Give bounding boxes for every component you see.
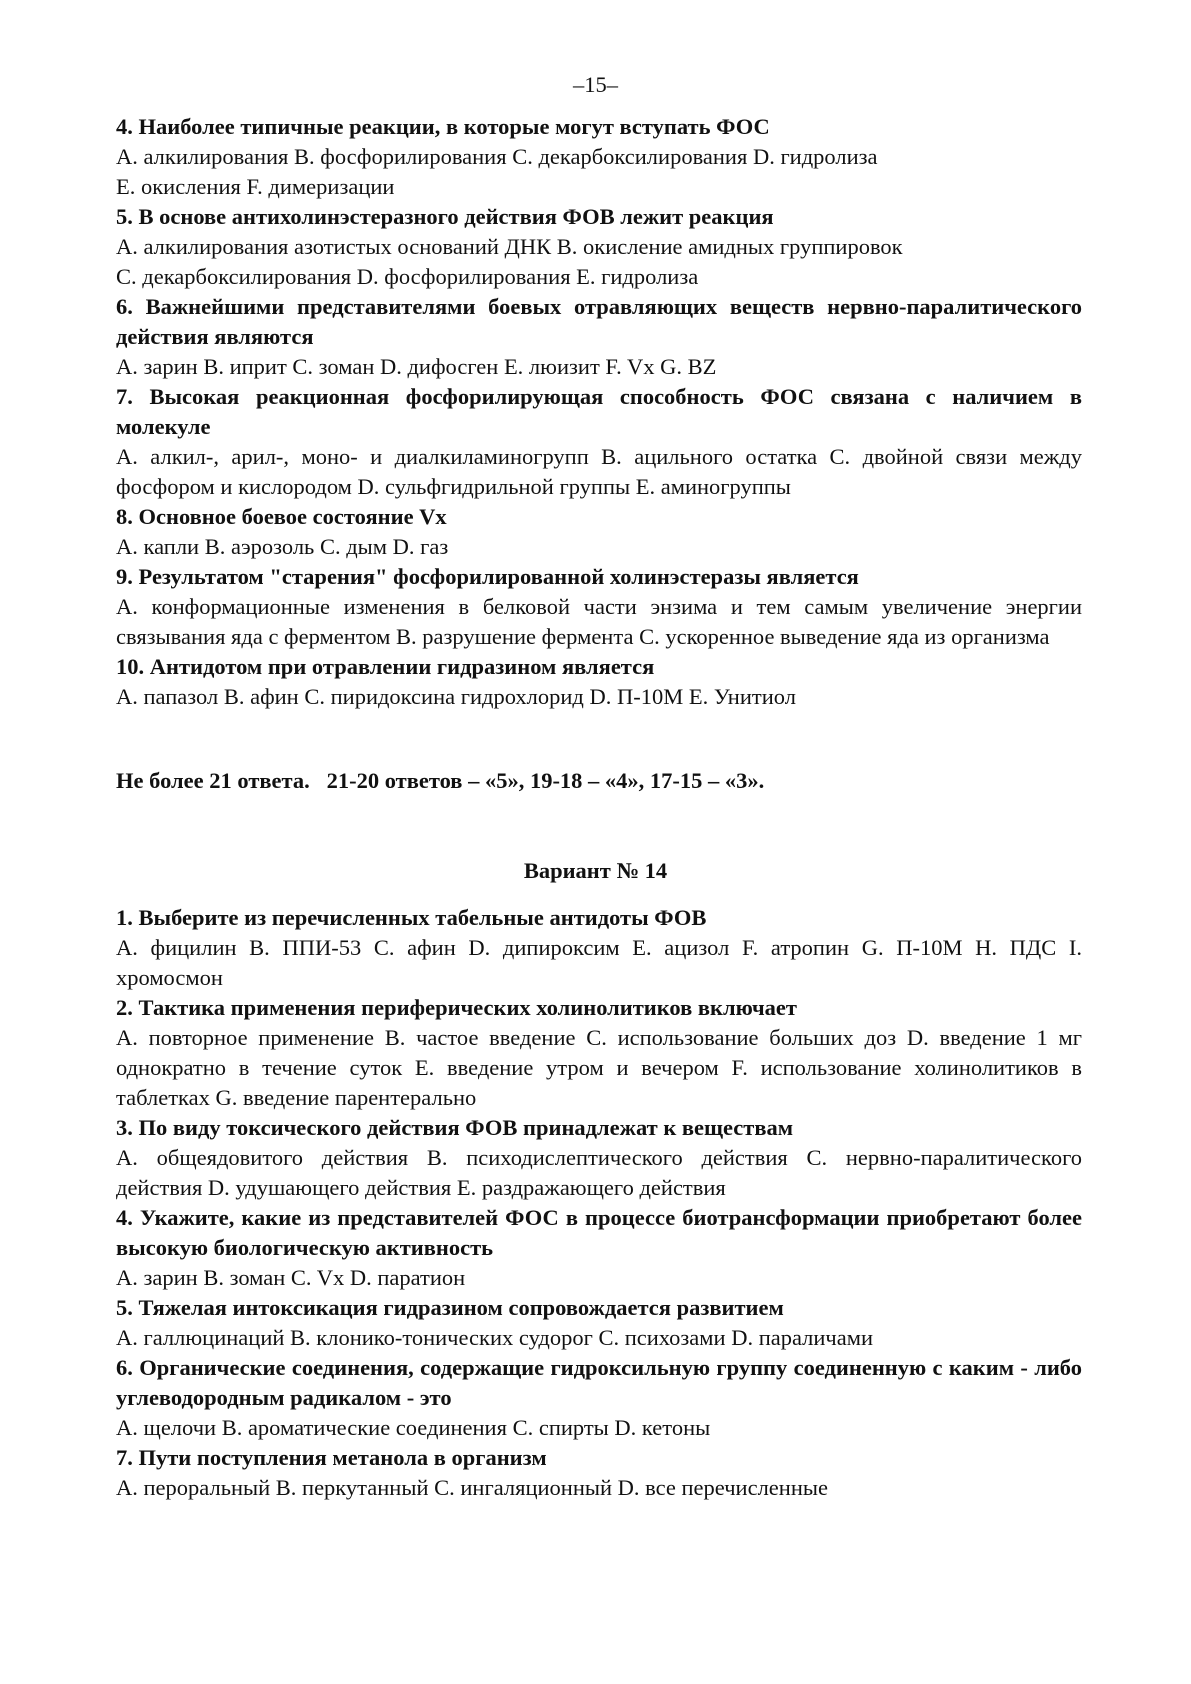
question-text: 5. В основе антихолинэстеразного действия ФОВ лежит реакция xyxy=(116,204,774,229)
question-text: 2. Тактика применения периферических холинолитиков включает xyxy=(116,995,797,1020)
answer-options: A. фицилин B. ППИ-53 C. афин D. дипироксим E. ацизол F. атропин G. П-10М H. ПДС I. хромосмон xyxy=(116,935,1082,990)
question-text: 1. Выберите из перечисленных табельные антидоты ФОВ xyxy=(116,905,707,930)
question-item xyxy=(116,1353,1082,1443)
answer-options: A. алкилирования B. фосфорилирования C. декарбоксилирования D. гидролиза xyxy=(116,144,878,169)
score-note: Не более 21 ответа. 21-20 ответов – «5», 19-18 – «4», 17-15 – «3». xyxy=(116,768,765,793)
answer-options: A. общеядовитого действия B. психодислептического действия C. нервно-паралитического действия D. удушающего действия E. раздражающего действия xyxy=(116,1145,1082,1200)
question-text: 5. Тяжелая интоксикация гидразином сопровождается развитием xyxy=(116,1295,784,1320)
question-item xyxy=(116,382,1082,502)
answer-options: A. конформационные изменения в белковой части энзима и тем самым увеличение энергии связывания яда с ферментом B. разрушение фермента C. ускоренное выведение яда из организма xyxy=(116,594,1082,649)
question-text: 9. Результатом "старения" фосфорилированной холинэстеразы является xyxy=(116,564,859,589)
question-item xyxy=(116,993,1082,1113)
question-list-variant-14 xyxy=(116,903,1082,1503)
answer-options: A. алкил-, арил-, моно- и диалкиламиногрупп B. ацильного остатка C. двойной связи между фосфором и кислородом D. сульфгидрильной группы E. аминогруппы xyxy=(116,444,1082,499)
question-item xyxy=(116,1443,1082,1503)
question-item xyxy=(116,502,1082,562)
question-text: 10. Антидотом при отравлении гидразином является xyxy=(116,654,655,679)
answer-options: A. зарин B. зоман C. Vx D. паратион xyxy=(116,1265,466,1290)
answer-options: A. галлюцинаций B. клонико-тонических судорог C. психозами D. параличами xyxy=(116,1325,874,1350)
question-text: 7. Высокая реакционная фосфорилирующая способность ФОС связана с наличием в молекуле xyxy=(116,384,1082,439)
answer-options: A. повторное применение B. частое введение C. использование больших доз D. введение 1 мг однократно в течение суток E. введение утром и вечером F. использование холинолитиков в таблетках G. введение парентерально xyxy=(116,1025,1082,1110)
answer-options: E. окисления F. димеризации xyxy=(116,174,395,199)
question-item xyxy=(116,1293,1082,1353)
answer-options: A. пероральный B. перкутанный C. ингаляционный D. все перечисленные xyxy=(116,1475,828,1500)
question-text: 8. Основное боевое состояние Vx xyxy=(116,504,447,529)
question-item xyxy=(116,562,1082,652)
question-list-top xyxy=(116,112,1082,712)
question-item xyxy=(116,292,1082,382)
question-item xyxy=(116,202,1082,292)
question-item xyxy=(116,652,1082,712)
answer-options: A. алкилирования азотистых оснований ДНК B. окисление амидных группировок xyxy=(116,234,903,259)
question-item xyxy=(116,1203,1082,1293)
question-text: 6. Органические соединения, содержащие гидроксильную группу соединенную с каким - либо углеводородным радикалом - это xyxy=(116,1355,1082,1410)
answer-options: C. декарбоксилирования D. фосфорилирования E. гидролиза xyxy=(116,264,699,289)
answer-options: A. щелочи B. ароматические соединения C. спирты D. кетоны xyxy=(116,1415,711,1440)
answer-options: A. папазол B. афин C. пиридоксина гидрохлорид D. П-10М E. Унитиол xyxy=(116,684,796,709)
answer-options: A. капли B. аэрозоль C. дым D. газ xyxy=(116,534,449,559)
question-text: 6. Важнейшими представителями боевых отравляющих веществ нервно-паралитического действия являются xyxy=(116,294,1082,349)
question-text: 4. Наиболее типичные реакции, в которые могут вступать ФОС xyxy=(116,114,770,139)
variant-title: Вариант № 14 xyxy=(523,858,668,883)
question-item xyxy=(116,112,1082,202)
question-text: 7. Пути поступления метанола в организм xyxy=(116,1445,547,1470)
question-text: 3. По виду токсического действия ФОВ принадлежат к веществам xyxy=(116,1115,794,1140)
question-item xyxy=(116,903,1082,993)
question-item xyxy=(116,1113,1082,1203)
page-number: –15– xyxy=(573,72,618,97)
question-text: 4. Укажите, какие из представителей ФОС в процессе биотрансформации приобретают более высокую биологическую активность xyxy=(116,1205,1082,1260)
answer-options: A. зарин B. иприт C. зоман D. дифосген E. люизит F. Vx G. BZ xyxy=(116,354,717,379)
